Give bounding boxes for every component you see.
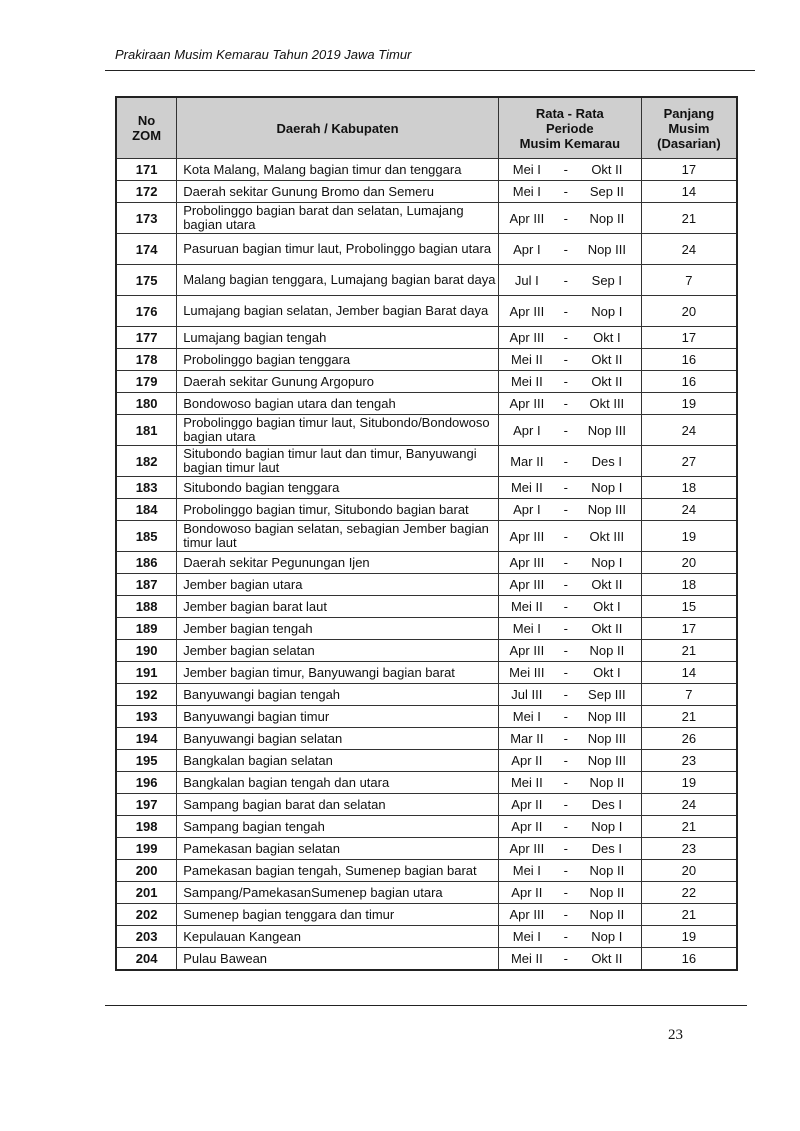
table-row bbox=[116, 203, 737, 234]
zom-table bbox=[115, 96, 738, 971]
period-separator: - bbox=[563, 555, 569, 570]
zom-number: 194 bbox=[116, 728, 177, 750]
period-cell bbox=[498, 772, 641, 794]
period-separator: - bbox=[563, 577, 569, 592]
period-start: Apr III bbox=[509, 528, 545, 544]
table-row bbox=[116, 415, 737, 446]
area-name: Kota Malang, Malang bagian timur dan tenggara bbox=[177, 159, 499, 181]
period-separator: - bbox=[563, 731, 569, 746]
area-name: Probolinggo bagian timur, Situbondo bagian barat bbox=[177, 499, 499, 521]
period-end: Sep II bbox=[589, 184, 624, 199]
period-separator: - bbox=[563, 753, 569, 768]
area-name: Bondowoso bagian selatan, sebagian Jember bagian timur laut bbox=[177, 521, 499, 552]
zom-number: 183 bbox=[116, 477, 177, 499]
table-row bbox=[116, 662, 737, 684]
period-start: Mei I bbox=[512, 863, 541, 878]
area-name: Jember bagian utara bbox=[177, 574, 499, 596]
season-length: 15 bbox=[641, 596, 737, 618]
season-length: 17 bbox=[641, 327, 737, 349]
season-length: 19 bbox=[641, 772, 737, 794]
season-length: 7 bbox=[641, 684, 737, 706]
zom-number: 177 bbox=[116, 327, 177, 349]
zom-number: 200 bbox=[116, 860, 177, 882]
period-end: Nop I bbox=[591, 303, 623, 319]
period-start: Apr II bbox=[511, 797, 543, 812]
zom-number: 172 bbox=[116, 181, 177, 203]
season-length: 21 bbox=[641, 640, 737, 662]
period-end: Nop II bbox=[589, 907, 625, 922]
zom-number: 190 bbox=[116, 640, 177, 662]
table-row bbox=[116, 772, 737, 794]
season-length: 17 bbox=[641, 159, 737, 181]
season-length: 26 bbox=[641, 728, 737, 750]
period-separator: - bbox=[563, 374, 569, 389]
period-start: Mar II bbox=[510, 731, 544, 746]
table-row bbox=[116, 618, 737, 640]
period-start: Apr I bbox=[513, 502, 541, 517]
period-end: Nop III bbox=[587, 422, 626, 438]
zom-number: 174 bbox=[116, 234, 177, 265]
zom-number: 195 bbox=[116, 750, 177, 772]
footer-divider bbox=[105, 1005, 747, 1006]
zom-number: 192 bbox=[116, 684, 177, 706]
period-cell bbox=[498, 327, 641, 349]
zom-number: 178 bbox=[116, 349, 177, 371]
period-start: Apr III bbox=[509, 330, 545, 345]
zom-number: 199 bbox=[116, 838, 177, 860]
period-end: Nop III bbox=[587, 753, 626, 768]
period-cell bbox=[498, 596, 641, 618]
table-row bbox=[116, 552, 737, 574]
period-start: Mei I bbox=[512, 184, 541, 199]
period-separator: - bbox=[563, 599, 569, 614]
period-start: Mei III bbox=[509, 665, 545, 680]
period-separator: - bbox=[563, 885, 569, 900]
period-separator: - bbox=[563, 528, 569, 544]
zom-number: 185 bbox=[116, 521, 177, 552]
zom-number: 201 bbox=[116, 882, 177, 904]
period-cell bbox=[498, 371, 641, 393]
period-end: Nop II bbox=[589, 863, 625, 878]
area-name: Lumajang bagian tengah bbox=[177, 327, 499, 349]
header-no-zom: No ZOM bbox=[116, 97, 177, 159]
period-end: Sep III bbox=[588, 687, 626, 702]
period-separator: - bbox=[563, 929, 569, 944]
period-cell bbox=[498, 234, 641, 265]
period-start: Apr III bbox=[509, 577, 545, 592]
period-separator: - bbox=[563, 863, 569, 878]
zom-number: 204 bbox=[116, 948, 177, 971]
period-separator: - bbox=[563, 502, 569, 517]
period-start: Mei II bbox=[510, 374, 543, 389]
period-separator: - bbox=[563, 621, 569, 636]
period-cell bbox=[498, 552, 641, 574]
table-row bbox=[116, 794, 737, 816]
area-name: Bangkalan bagian selatan bbox=[177, 750, 499, 772]
period-cell bbox=[498, 640, 641, 662]
period-cell bbox=[498, 159, 641, 181]
zom-number: 197 bbox=[116, 794, 177, 816]
area-name: Banyuwangi bagian tengah bbox=[177, 684, 499, 706]
table-row bbox=[116, 860, 737, 882]
table-row bbox=[116, 296, 737, 327]
zom-number: 191 bbox=[116, 662, 177, 684]
period-cell bbox=[498, 446, 641, 477]
season-length: 18 bbox=[641, 574, 737, 596]
table-row bbox=[116, 948, 737, 971]
zom-number: 180 bbox=[116, 393, 177, 415]
table-row bbox=[116, 728, 737, 750]
period-end: Des I bbox=[591, 841, 623, 856]
season-length: 24 bbox=[641, 234, 737, 265]
area-name: Sampang bagian barat dan selatan bbox=[177, 794, 499, 816]
period-cell bbox=[498, 349, 641, 371]
period-cell bbox=[498, 948, 641, 971]
table-row bbox=[116, 265, 737, 296]
zom-number: 187 bbox=[116, 574, 177, 596]
table-row bbox=[116, 159, 737, 181]
zom-number: 175 bbox=[116, 265, 177, 296]
period-end: Okt II bbox=[591, 577, 623, 592]
period-cell bbox=[498, 574, 641, 596]
area-name: Jember bagian timur, Banyuwangi bagian barat bbox=[177, 662, 499, 684]
zom-number: 203 bbox=[116, 926, 177, 948]
period-separator: - bbox=[563, 396, 569, 411]
period-end: Nop I bbox=[591, 555, 623, 570]
period-separator: - bbox=[563, 480, 569, 495]
area-name: Sampang/PamekasanSumenep bagian utara bbox=[177, 882, 499, 904]
period-end: Nop II bbox=[589, 775, 625, 790]
period-separator: - bbox=[563, 797, 569, 812]
season-length: 24 bbox=[641, 794, 737, 816]
period-start: Apr I bbox=[513, 422, 541, 438]
zom-number: 181 bbox=[116, 415, 177, 446]
zom-number: 173 bbox=[116, 203, 177, 234]
season-length: 20 bbox=[641, 860, 737, 882]
season-length: 21 bbox=[641, 816, 737, 838]
table-row bbox=[116, 882, 737, 904]
period-separator: - bbox=[563, 841, 569, 856]
period-cell bbox=[498, 684, 641, 706]
table-row bbox=[116, 596, 737, 618]
period-end: Okt I bbox=[593, 330, 621, 345]
area-name: Pulau Bawean bbox=[177, 948, 499, 971]
period-start: Mei I bbox=[512, 709, 541, 724]
period-cell bbox=[498, 265, 641, 296]
area-name: Banyuwangi bagian selatan bbox=[177, 728, 499, 750]
period-separator: - bbox=[563, 162, 569, 177]
period-start: Apr II bbox=[511, 819, 543, 834]
period-end: Des I bbox=[591, 797, 623, 812]
area-name: Situbondo bagian tenggara bbox=[177, 477, 499, 499]
period-start: Mei I bbox=[512, 162, 541, 177]
period-end: Nop II bbox=[589, 643, 625, 658]
period-end: Des I bbox=[591, 453, 623, 469]
period-cell bbox=[498, 904, 641, 926]
season-length: 21 bbox=[641, 203, 737, 234]
table-row bbox=[116, 574, 737, 596]
period-cell bbox=[498, 203, 641, 234]
table-row bbox=[116, 684, 737, 706]
season-length: 14 bbox=[641, 181, 737, 203]
table-row bbox=[116, 371, 737, 393]
period-end: Nop III bbox=[587, 731, 626, 746]
area-name: Jember bagian selatan bbox=[177, 640, 499, 662]
period-cell bbox=[498, 662, 641, 684]
period-start: Apr III bbox=[509, 555, 545, 570]
period-separator: - bbox=[563, 422, 569, 438]
table-row bbox=[116, 926, 737, 948]
season-length: 24 bbox=[641, 499, 737, 521]
season-length: 24 bbox=[641, 415, 737, 446]
zom-number: 202 bbox=[116, 904, 177, 926]
period-start: Mei I bbox=[512, 929, 541, 944]
period-end: Okt II bbox=[591, 374, 623, 389]
period-end: Okt II bbox=[591, 621, 623, 636]
season-length: 19 bbox=[641, 521, 737, 552]
period-start: Apr III bbox=[509, 396, 545, 411]
period-start: Jul I bbox=[514, 272, 539, 288]
table-row bbox=[116, 181, 737, 203]
zom-number: 193 bbox=[116, 706, 177, 728]
area-name: Pamekasan bagian tengah, Sumenep bagian barat bbox=[177, 860, 499, 882]
period-separator: - bbox=[563, 184, 569, 199]
season-length: 20 bbox=[641, 296, 737, 327]
period-start: Apr III bbox=[509, 210, 545, 226]
season-length: 23 bbox=[641, 838, 737, 860]
period-start: Apr III bbox=[509, 907, 545, 922]
page-number: 23 bbox=[668, 1027, 683, 1043]
period-separator: - bbox=[563, 709, 569, 724]
table-row bbox=[116, 234, 737, 265]
period-start: Jul III bbox=[511, 687, 543, 702]
area-name: Bondowoso bagian utara dan tengah bbox=[177, 393, 499, 415]
period-start: Apr II bbox=[511, 885, 543, 900]
period-end: Okt III bbox=[589, 528, 625, 544]
area-name: Daerah sekitar Gunung Argopuro bbox=[177, 371, 499, 393]
period-start: Apr III bbox=[509, 841, 545, 856]
area-name: Bangkalan bagian tengah dan utara bbox=[177, 772, 499, 794]
period-separator: - bbox=[563, 819, 569, 834]
table-row bbox=[116, 904, 737, 926]
season-length: 22 bbox=[641, 882, 737, 904]
period-cell bbox=[498, 393, 641, 415]
header-divider bbox=[105, 70, 755, 71]
period-cell bbox=[498, 618, 641, 640]
period-separator: - bbox=[563, 241, 569, 257]
period-start: Mar II bbox=[510, 453, 544, 469]
period-start: Apr III bbox=[509, 643, 545, 658]
table-header-row bbox=[116, 97, 737, 159]
area-name: Sampang bagian tengah bbox=[177, 816, 499, 838]
season-length: 23 bbox=[641, 750, 737, 772]
period-cell bbox=[498, 926, 641, 948]
period-start: Mei II bbox=[510, 480, 543, 495]
document-header-title: Prakiraan Musim Kemarau Tahun 2019 Jawa Timur bbox=[115, 47, 412, 62]
header-area: Daerah / Kabupaten bbox=[177, 97, 499, 159]
period-start: Apr II bbox=[511, 753, 543, 768]
period-separator: - bbox=[563, 210, 569, 226]
zom-number: 188 bbox=[116, 596, 177, 618]
period-cell bbox=[498, 882, 641, 904]
header-length: Panjang Musim (Dasarian) bbox=[641, 97, 737, 159]
period-cell bbox=[498, 860, 641, 882]
zom-number: 176 bbox=[116, 296, 177, 327]
header-period: Rata - Rata Periode Musim Kemarau bbox=[498, 97, 641, 159]
area-name: Probolinggo bagian tenggara bbox=[177, 349, 499, 371]
period-separator: - bbox=[563, 643, 569, 658]
season-length: 21 bbox=[641, 904, 737, 926]
period-end: Nop I bbox=[591, 480, 623, 495]
table-row bbox=[116, 477, 737, 499]
period-end: Nop II bbox=[589, 885, 625, 900]
period-cell bbox=[498, 838, 641, 860]
period-separator: - bbox=[563, 272, 569, 288]
table-row bbox=[116, 349, 737, 371]
period-end: Okt II bbox=[591, 951, 623, 966]
zom-number: 186 bbox=[116, 552, 177, 574]
zom-number: 196 bbox=[116, 772, 177, 794]
period-separator: - bbox=[563, 951, 569, 966]
table-row bbox=[116, 640, 737, 662]
period-end: Nop III bbox=[587, 241, 626, 257]
period-cell bbox=[498, 794, 641, 816]
period-end: Okt II bbox=[591, 352, 623, 367]
period-separator: - bbox=[563, 687, 569, 702]
period-cell bbox=[498, 521, 641, 552]
zom-number: 184 bbox=[116, 499, 177, 521]
table-row bbox=[116, 838, 737, 860]
zom-number: 171 bbox=[116, 159, 177, 181]
season-length: 16 bbox=[641, 948, 737, 971]
area-name: Kepulauan Kangean bbox=[177, 926, 499, 948]
period-start: Mei II bbox=[510, 599, 543, 614]
period-separator: - bbox=[563, 453, 569, 469]
zom-number: 182 bbox=[116, 446, 177, 477]
period-start: Apr III bbox=[509, 303, 545, 319]
period-start: Mei II bbox=[510, 951, 543, 966]
period-end: Okt I bbox=[593, 665, 621, 680]
period-separator: - bbox=[563, 907, 569, 922]
period-cell bbox=[498, 477, 641, 499]
area-name: Probolinggo bagian barat dan selatan, Lumajang bagian utara bbox=[177, 203, 499, 234]
season-length: 16 bbox=[641, 349, 737, 371]
zom-number: 179 bbox=[116, 371, 177, 393]
area-name: Malang bagian tenggara, Lumajang bagian barat daya bbox=[177, 265, 499, 296]
table-row bbox=[116, 393, 737, 415]
table-row bbox=[116, 327, 737, 349]
area-name: Sumenep bagian tenggara dan timur bbox=[177, 904, 499, 926]
period-start: Apr I bbox=[513, 241, 541, 257]
period-end: Nop I bbox=[591, 819, 623, 834]
zom-number: 198 bbox=[116, 816, 177, 838]
season-length: 20 bbox=[641, 552, 737, 574]
period-start: Mei I bbox=[512, 621, 541, 636]
period-separator: - bbox=[563, 775, 569, 790]
area-name: Banyuwangi bagian timur bbox=[177, 706, 499, 728]
period-end: Nop III bbox=[587, 709, 626, 724]
period-cell bbox=[498, 728, 641, 750]
period-end: Nop I bbox=[591, 929, 623, 944]
area-name: Daerah sekitar Pegunungan Ijen bbox=[177, 552, 499, 574]
area-name: Jember bagian barat laut bbox=[177, 596, 499, 618]
area-name: Lumajang bagian selatan, Jember bagian Barat daya bbox=[177, 296, 499, 327]
period-separator: - bbox=[563, 303, 569, 319]
table-row bbox=[116, 499, 737, 521]
season-length: 27 bbox=[641, 446, 737, 477]
table-row bbox=[116, 706, 737, 728]
season-length: 14 bbox=[641, 662, 737, 684]
area-name: Daerah sekitar Gunung Bromo dan Semeru bbox=[177, 181, 499, 203]
table-row bbox=[116, 750, 737, 772]
period-end: Okt II bbox=[591, 162, 623, 177]
period-separator: - bbox=[563, 665, 569, 680]
area-name: Pamekasan bagian selatan bbox=[177, 838, 499, 860]
area-name: Situbondo bagian timur laut dan timur, Banyuwangi bagian timur laut bbox=[177, 446, 499, 477]
area-name: Pasuruan bagian timur laut, Probolinggo bagian utara bbox=[177, 234, 499, 265]
period-end: Nop II bbox=[589, 210, 625, 226]
table-row bbox=[116, 446, 737, 477]
season-length: 19 bbox=[641, 393, 737, 415]
period-end: Nop III bbox=[587, 502, 626, 517]
period-cell bbox=[498, 296, 641, 327]
table-row bbox=[116, 816, 737, 838]
season-length: 17 bbox=[641, 618, 737, 640]
season-length: 18 bbox=[641, 477, 737, 499]
period-separator: - bbox=[563, 352, 569, 367]
table-row bbox=[116, 521, 737, 552]
period-end: Okt III bbox=[589, 396, 625, 411]
period-cell bbox=[498, 816, 641, 838]
period-cell bbox=[498, 750, 641, 772]
period-start: Mei II bbox=[510, 352, 543, 367]
season-length: 16 bbox=[641, 371, 737, 393]
period-cell bbox=[498, 706, 641, 728]
period-separator: - bbox=[563, 330, 569, 345]
area-name: Probolinggo bagian timur laut, Situbondo/Bondowoso bagian utara bbox=[177, 415, 499, 446]
period-cell bbox=[498, 181, 641, 203]
period-end: Sep I bbox=[591, 272, 623, 288]
zom-number: 189 bbox=[116, 618, 177, 640]
season-length: 7 bbox=[641, 265, 737, 296]
period-end: Okt I bbox=[593, 599, 621, 614]
season-length: 21 bbox=[641, 706, 737, 728]
period-cell bbox=[498, 415, 641, 446]
area-name: Jember bagian tengah bbox=[177, 618, 499, 640]
season-length: 19 bbox=[641, 926, 737, 948]
period-cell bbox=[498, 499, 641, 521]
period-start: Mei II bbox=[510, 775, 543, 790]
